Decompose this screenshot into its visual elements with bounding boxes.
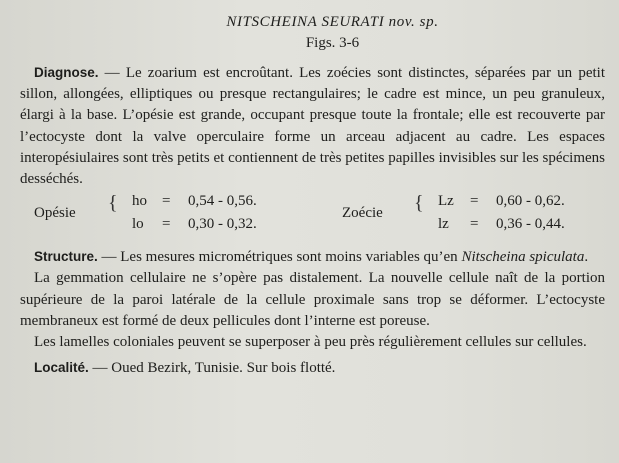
lamelles-paragraph: Les lamelles coloniales peuvent se superposer à peu près régulièrement cellules sur cellules.	[34, 334, 587, 351]
localite-text: — Oued Bezirk, Tunisie. Sur bois flotté.	[88, 360, 336, 377]
diagnose-text: — Le zoarium est encroûtant. Les zoécies sont distinctes, séparées par un petit sillon, allongées, elliptiques ou presque rectangulaires; le cadre est mince, un peu granuleux, élargi à la base. L’opésie est grande, occupant presque toute la frontale; elle est recouverte par l’ectocyste dont la valve operculaire forme un arceau adjacent au cadre. Les espaces interopésiulaires sont très petits et contiennent de très petites papilles invisibles sur les spécimens desséchés.	[20, 65, 605, 188]
species-title: NITSCHEINA SEURATI nov. sp.	[226, 14, 439, 30]
structure-text: — Les mesures micrométriques sont moins variables qu’en	[97, 249, 462, 266]
species-reference: Nitscheina spiculata	[461, 249, 585, 266]
opesie-row-ho: ho = 0,54 - 0,56.	[132, 193, 257, 210]
diagnose-heading: Diagnose.	[34, 65, 99, 80]
opesie-label: Opésie	[34, 205, 76, 222]
localite-paragraph	[20, 357, 605, 379]
structure-paragraph: Structure. — Les mesures micrométriques sont moins variables qu’en Nitscheina spiculata.	[34, 249, 589, 266]
localite-heading: Localité.	[34, 360, 89, 376]
diagnose-paragraph	[20, 62, 605, 190]
zoecie-row-lz-width: lz = 0,36 - 0,44.	[438, 216, 565, 233]
zoecie-label: Zoécie	[342, 205, 383, 222]
gemmation-paragraph: La gemmation cellulaire ne s’opère pas distalement. La nouvelle cellule naît de la portion supérieure de la paroi latérale de la cellule proximale sans trop se déformer. L’ectocyste membraneux est formé de deux pellicules dont l’interne est poreuse.	[20, 270, 605, 329]
measurements-block	[20, 192, 605, 240]
zoecie-row-lz-length: Lz = 0,60 - 0,62.	[438, 193, 565, 210]
figure-reference: Figs. 3-6	[305, 35, 360, 51]
opesie-brace: {	[108, 192, 118, 215]
opesie-row-lo: lo = 0,30 - 0,32.	[132, 216, 257, 233]
structure-heading: Structure.	[34, 249, 98, 265]
zoecie-brace: {	[414, 192, 424, 215]
